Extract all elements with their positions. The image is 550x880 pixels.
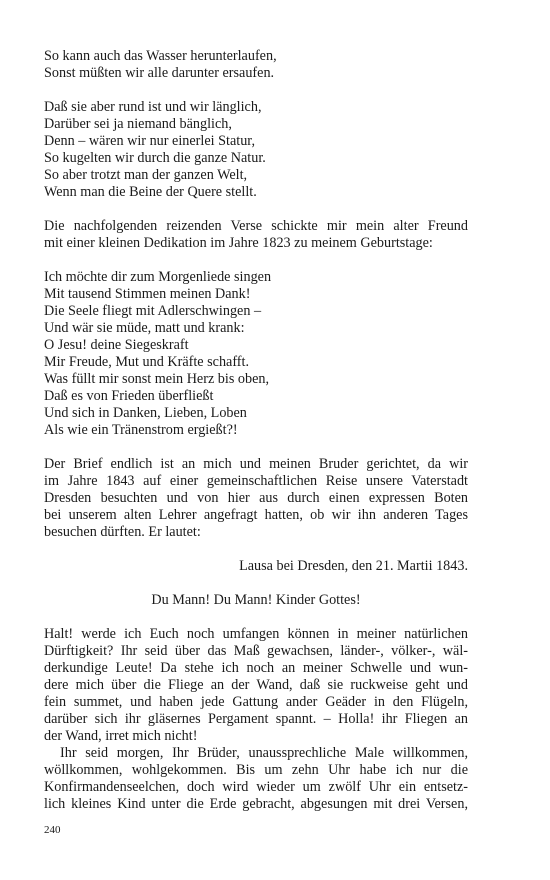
prose-line: Halt! werde ich Euch noch umfangen können in meiner natürlichen: [44, 626, 468, 642]
verse-line: Mir Freude, Mut und Kräfte schafft.: [44, 354, 250, 370]
verse-line: Denn – wären wir nur einerlei Statur,: [44, 133, 255, 149]
prose-line: wöllkommen, wohlgekommen. Bis um zehn Uhr habe ich nur die: [44, 762, 468, 778]
verse-line: So kugelten wir durch die ganze Natur.: [44, 150, 266, 166]
prose-line: besuchen dürften. Er lautet:: [44, 524, 201, 540]
prose-line: Konfirmandenseelchen, doch wird wieder um zwölf Uhr ein entsetz-: [44, 779, 468, 795]
verse-line: Darüber sei ja niemand bänglich,: [44, 116, 232, 132]
page-body: [44, 48, 468, 830]
prose-line: Die nachfolgenden reizenden Verse schickte mir mein alter Freund: [44, 218, 468, 234]
page-number: 240: [44, 824, 61, 836]
prose-line: dere mich über die Fliege an der Wand, daß sie ruckweise geht und: [44, 677, 468, 693]
verse-line: Mit tausend Stimmen meinen Dank!: [44, 286, 251, 302]
prose-line: derkundige Leute! Da stehe ich noch an meiner Schwelle und wun-: [44, 660, 468, 676]
prose-line: fein summet, und haben jede Gattung ander Geäder in den Flügeln,: [44, 694, 468, 710]
prose-line: mit einer kleinen Dedikation im Jahre 1823 zu meinem Geburtstage:: [44, 235, 433, 251]
verse-stanza-2: [44, 99, 468, 201]
verse-stanza-1: [44, 48, 468, 82]
verse-line: Und sich in Danken, Lieben, Loben: [44, 405, 247, 421]
verse-line: Ich möchte dir zum Morgenliede singen: [44, 269, 272, 285]
letter-dateline: Lausa bei Dresden, den 21. Martii 1843.: [239, 558, 468, 574]
prose-line: Dresden besuchten und von hier aus durch einen expressen Boten: [44, 490, 468, 506]
birthday-poem: [44, 269, 468, 439]
prose-line: darüber sich ihr gläsernes Pergament spannt. – Holla! ihr Fliegen an: [44, 711, 468, 727]
prose-line: im Jahre 1843 auf einer gemeinschaftlichen Reise unsere Vaterstadt: [44, 473, 468, 489]
prose-line: bei unserem alten Lehrer angefragt hatten, ob wir ihn anderen Tages: [44, 507, 468, 523]
letter-paragraph-2: [44, 745, 468, 813]
verse-line: O Jesu! deine Siegeskraft: [44, 337, 189, 353]
intro-paragraph: [44, 218, 468, 252]
verse-line: Sonst müßten wir alle darunter ersaufen.: [44, 65, 275, 81]
prose-line: lich kleines Kind unter die Erde gebracht, abgesungen mit drei Versen,: [44, 796, 468, 812]
prose-line: Ihr seid morgen, Ihr Brüder, unaussprechliche Male willkommen,: [60, 745, 468, 761]
verse-line: Was füllt mir sonst mein Herz bis oben,: [44, 371, 270, 387]
letter-paragraph-1: [44, 626, 468, 745]
verse-line: So aber trotzt man der ganzen Welt,: [44, 167, 248, 183]
verse-line: Wenn man die Beine der Quere stellt.: [44, 184, 257, 200]
verse-line: Daß es von Frieden überfließt: [44, 388, 214, 404]
letter-intro-paragraph: [44, 456, 468, 541]
prose-line: Dürftigkeit? Ihr seid über das Maß gewachsen, länder-, völker-, wäl-: [44, 643, 468, 659]
letter-salutation: Du Mann! Du Mann! Kinder Gottes!: [151, 592, 361, 608]
verse-line: Daß sie aber rund ist und wir länglich,: [44, 99, 262, 115]
verse-line: Als wie ein Tränenstrom ergießt?!: [44, 422, 238, 438]
verse-line: So kann auch das Wasser herunterlaufen,: [44, 48, 277, 64]
verse-line: Und wär sie müde, matt und krank:: [44, 320, 245, 336]
prose-line: der Wand, irret mich nicht!: [44, 728, 198, 744]
verse-line: Die Seele fliegt mit Adlerschwingen –: [44, 303, 262, 319]
prose-line: Der Brief endlich ist an mich und meinen Bruder gerichtet, da wir: [44, 456, 468, 472]
